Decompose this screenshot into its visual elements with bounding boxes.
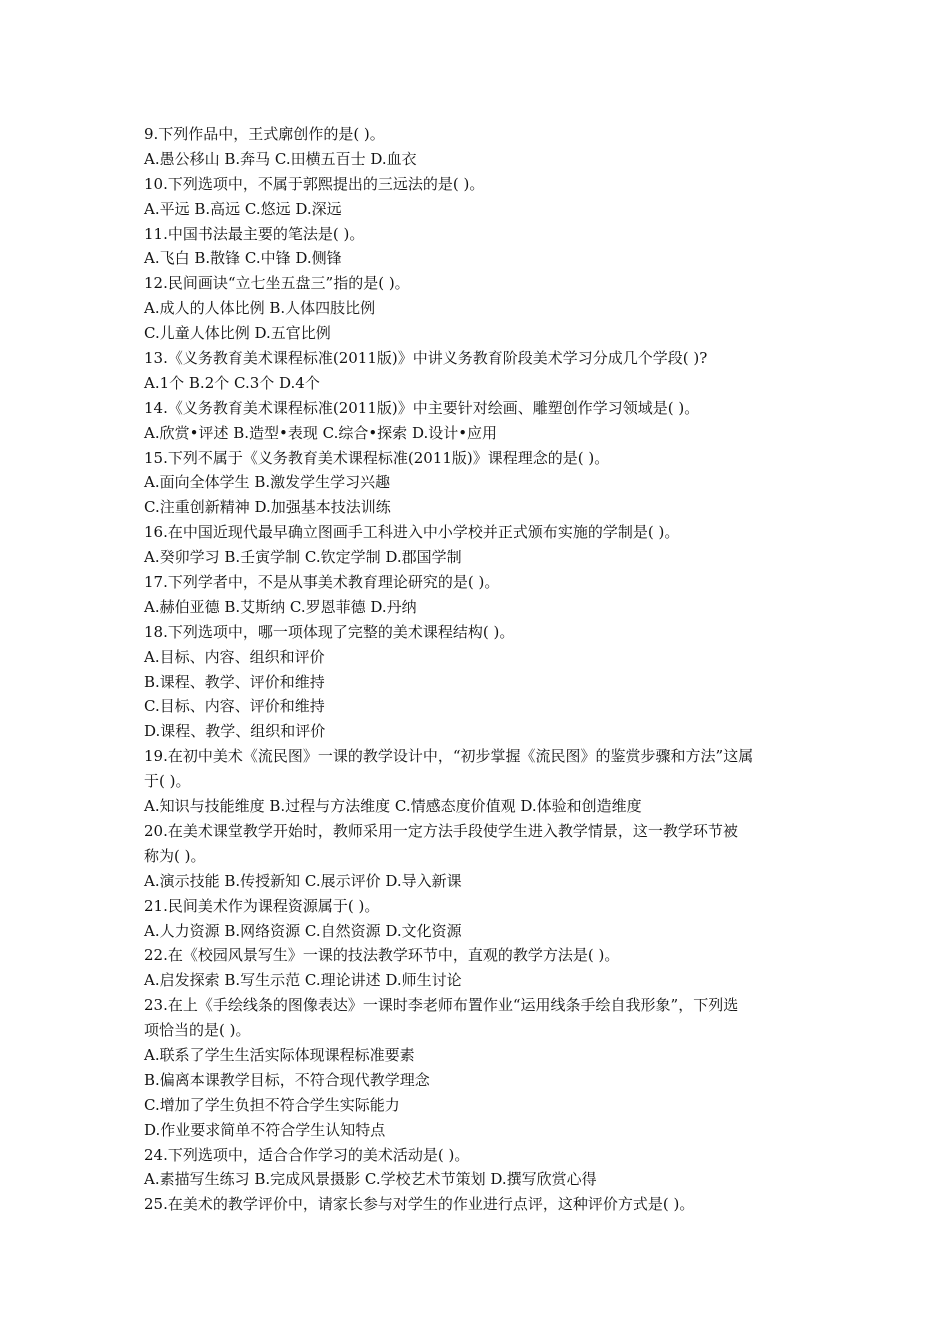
question-23-option-a: A.联系了学生生活实际体现课程标准要素 xyxy=(144,1045,415,1064)
question-18-stem: 18.下列选项中，哪一项体现了完整的美术课程结构( )。 xyxy=(144,622,515,641)
question-14-stem: 14.《义务教育美术课程标准(2011版)》中主要针对绘画、雕塑创作学习领域是( )。 xyxy=(144,398,700,417)
document-page xyxy=(144,122,816,1217)
question-19-stem: 19.在初中美术《流民图》一课的教学设计中，“初步掌握《流民图》的鉴赏步骤和方法”这属 xyxy=(144,747,754,766)
question-14-options: A.欣赏•评述 B.造型•表现 C.综合•探索 D.设计•应用 xyxy=(144,423,498,442)
question-18-option-b: B.课程、教学、评价和维持 xyxy=(144,672,325,691)
question-23-stem: 23.在上《手绘线条的图像表达》一课时李老师布置作业“运用线条手绘自我形象”，下列选 xyxy=(144,996,739,1015)
question-18-option-c: C.目标、内容、评价和维持 xyxy=(144,697,325,716)
question-23-option-b: B.偏离本课教学目标，不符合现代教学理念 xyxy=(144,1070,430,1089)
question-17-options: A.赫伯亚德 B.艾斯纳 C.罗恩菲德 D.丹纳 xyxy=(144,597,417,616)
question-22-stem: 22.在《校园风景写生》一课的技法教学环节中，直观的教学方法是( )。 xyxy=(144,946,620,965)
question-15-options-cd: C.注重创新精神 D.加强基本技法训练 xyxy=(144,498,391,517)
question-20-stem: 20.在美术课堂教学开始时，教师采用一定方法手段使学生进入教学情景，这一教学环节被 xyxy=(144,821,738,840)
question-10-options: A.平远 B.高远 C.悠远 D.深远 xyxy=(144,199,342,218)
question-22-options: A.启发探索 B.写生示范 C.理论讲述 D.师生讨论 xyxy=(144,971,462,990)
question-15-stem: 15.下列不属于《义务教育美术课程标准(2011版)》课程理念的是( )。 xyxy=(144,448,610,467)
question-17-stem: 17.下列学者中，不是从事美术教育理论研究的是( )。 xyxy=(144,573,500,592)
question-25-stem: 25.在美术的教学评价中，请家长参与对学生的作业进行点评，这种评价方式是( )。 xyxy=(144,1195,695,1214)
question-24-stem: 24.下列选项中，适合合作学习的美术活动是( )。 xyxy=(144,1145,470,1164)
question-12-stem: 12.民间画诀“立七坐五盘三”指的是( )。 xyxy=(144,274,410,293)
question-9-stem: 9.下列作品中，王式廓创作的是( )。 xyxy=(144,125,385,143)
question-18-option-a: A.目标、内容、组织和评价 xyxy=(144,647,325,666)
question-21-stem: 21.民间美术作为课程资源属于( )。 xyxy=(144,896,380,915)
question-12-options-ab: A.成人的人体比例 B.人体四肢比例 xyxy=(144,299,376,318)
question-13-stem: 13.《义务教育美术课程标准(2011版)》中讲义务教育阶段美术学习分成几个学段( )? xyxy=(144,349,708,368)
question-16-stem: 16.在中国近现代最早确立图画手工科进入中小学校并正式颁布实施的学制是( )。 xyxy=(144,523,680,542)
question-19-options: A.知识与技能维度 B.过程与方法维度 C.情感态度价值观 D.体验和创造维度 xyxy=(144,797,642,816)
question-23-stem-cont: 项恰当的是( )。 xyxy=(144,1021,251,1040)
question-21-options: A.人力资源 B.网络资源 C.自然资源 D.文化资源 xyxy=(144,921,462,940)
question-11-stem: 11.中国书法最主要的笔法是( )。 xyxy=(144,224,365,243)
question-20-stem-cont: 称为( )。 xyxy=(144,846,206,865)
question-12-options-cd: C.儿童人体比例 D.五官比例 xyxy=(144,324,331,343)
question-18-option-d: D.课程、教学、组织和评价 xyxy=(144,722,326,741)
question-24-options: A.素描写生练习 B.完成风景摄影 C.学校艺术节策划 D.撰写欣赏心得 xyxy=(144,1170,597,1189)
question-10-stem: 10.下列选项中，不属于郭熙提出的三远法的是( )。 xyxy=(144,174,485,193)
question-19-stem-cont: 于( )。 xyxy=(144,772,191,791)
question-9-options: A.愚公移山 B.奔马 C.田横五百士 D.血衣 xyxy=(144,149,417,168)
question-15-options-ab: A.面向全体学生 B.激发学生学习兴趣 xyxy=(144,473,391,492)
question-23-option-d: D.作业要求简单不符合学生认知特点 xyxy=(144,1120,386,1139)
question-16-options: A.癸卯学习 B.壬寅学制 C.钦定学制 D.郡国学制 xyxy=(144,548,462,567)
question-23-option-c: C.增加了学生负担不符合学生实际能力 xyxy=(144,1095,400,1114)
question-11-options: A.飞白 B.散锋 C.中锋 D.侧锋 xyxy=(144,249,342,268)
question-13-options: A.1个 B.2个 C.3个 D.4个 xyxy=(144,373,320,392)
question-20-options: A.演示技能 B.传授新知 C.展示评价 D.导入新课 xyxy=(144,871,462,890)
